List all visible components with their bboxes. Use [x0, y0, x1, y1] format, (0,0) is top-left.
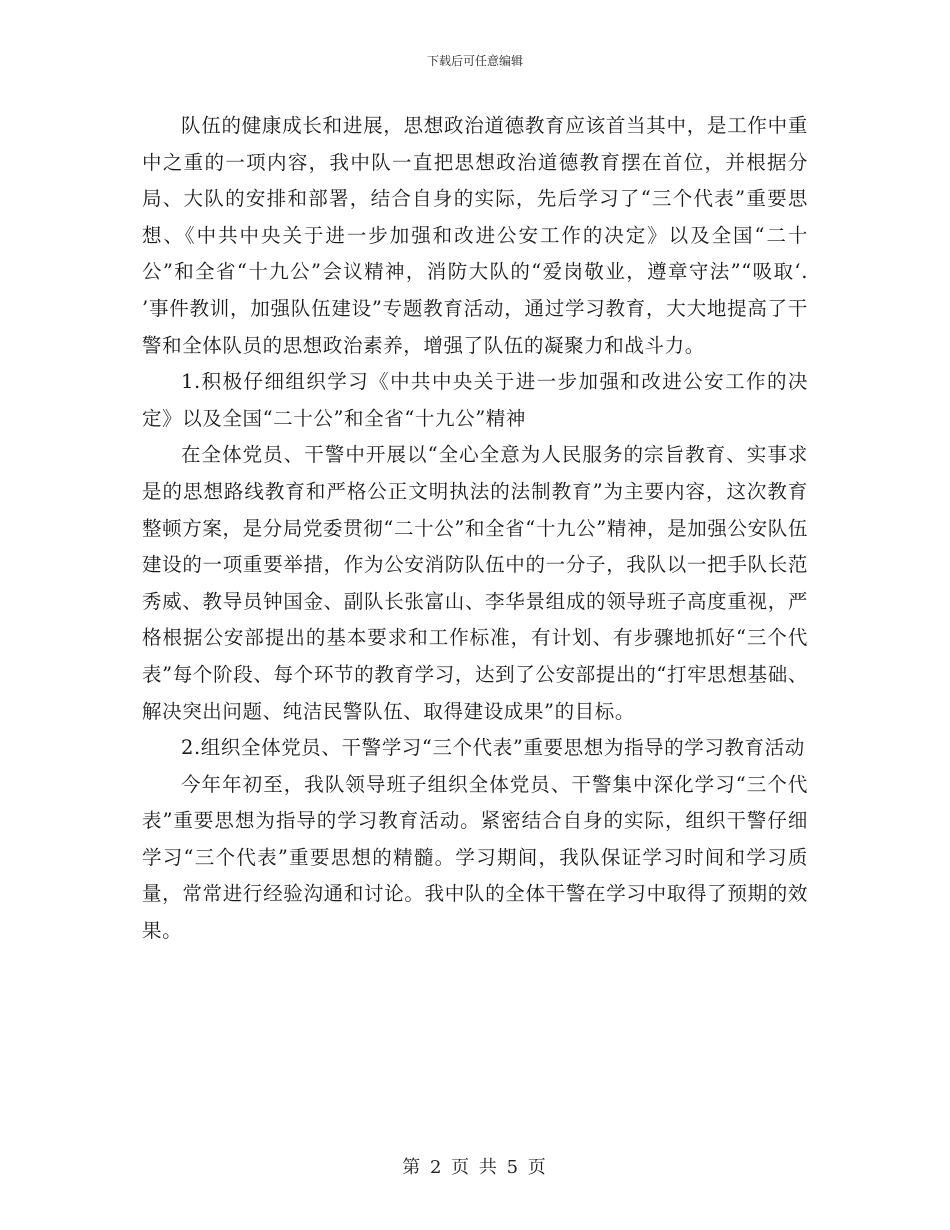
section-heading-2: 2.组织全体党员、干警学习“三个代表”重要思想为指导的学习教育活动	[181, 736, 805, 760]
paragraph-intro: 队伍的健康成长和进展，思想政治道德教育应该首当其中，是工作中重中之重的一项内容，我中队一直把思想政治道德教育摆在首位，并根据分局、大队的安排和部署，结合自身的实际，先后学习了“三个代表”重要思想、《中共中央关于进一步加强和改进公安工作的决定》以及全国“二十公”和全省“十九公”会议精神，消防大队的“爱岗敬业，遵章守法”“吸取‘. ’事件教训，加强队伍建设”专题教育活动，通过学习教育，大大地提高了干警和全体队员的思想政治素养，增强了队伍的凝聚力和战斗力。	[142, 114, 808, 357]
page-header: 下载后可任意编辑	[426, 54, 523, 68]
document-body	[142, 108, 808, 950]
paragraph-section-2: 今年年初至，我队领导班子组织全体党员、干警集中深化学习“三个代表”重要思想为指导的学习教育活动。紧密结合自身的实际，组织干警仔细学习“三个代表”重要思想的精髓。学习期间，我队保证学习时间和学习质量，常常进行经验沟通和讨论。我中队的全体干警在学习中取得了预期的效果。	[142, 772, 808, 943]
paragraph-section-1: 在全体党员、干警中开展以“全心全意为人民服务的宗旨教育、实事求是的思想路线教育和严格公正文明执法的法制教育”为主要内容，这次教育整顿方案，是分局党委贯彻“二十公”和全省“十九公”精神，是加强公安队伍建设的一项重要举措，作为公安消防队伍中的一分子，我队以一把手队长范秀威、教导员钟国金、副队长张富山、李华景组成的领导班子高度重视，严格根据公安部提出的基本要求和工作标准，有计划、有步骤地抓好“三个代表”每个阶段、每个环节的教育学习，达到了公安部提出的“打牢思想基础、解决突出问题、纯洁民警队伍、取得建设成果”的目标。	[142, 443, 808, 723]
section-heading-1: 1.积极仔细组织学习《中共中央关于进一步加强和改进公安工作的决定》以及全国“二十公”和全省“十九公”精神	[142, 370, 808, 430]
page-footer: 第 2 页 共 5 页	[402, 1157, 548, 1178]
